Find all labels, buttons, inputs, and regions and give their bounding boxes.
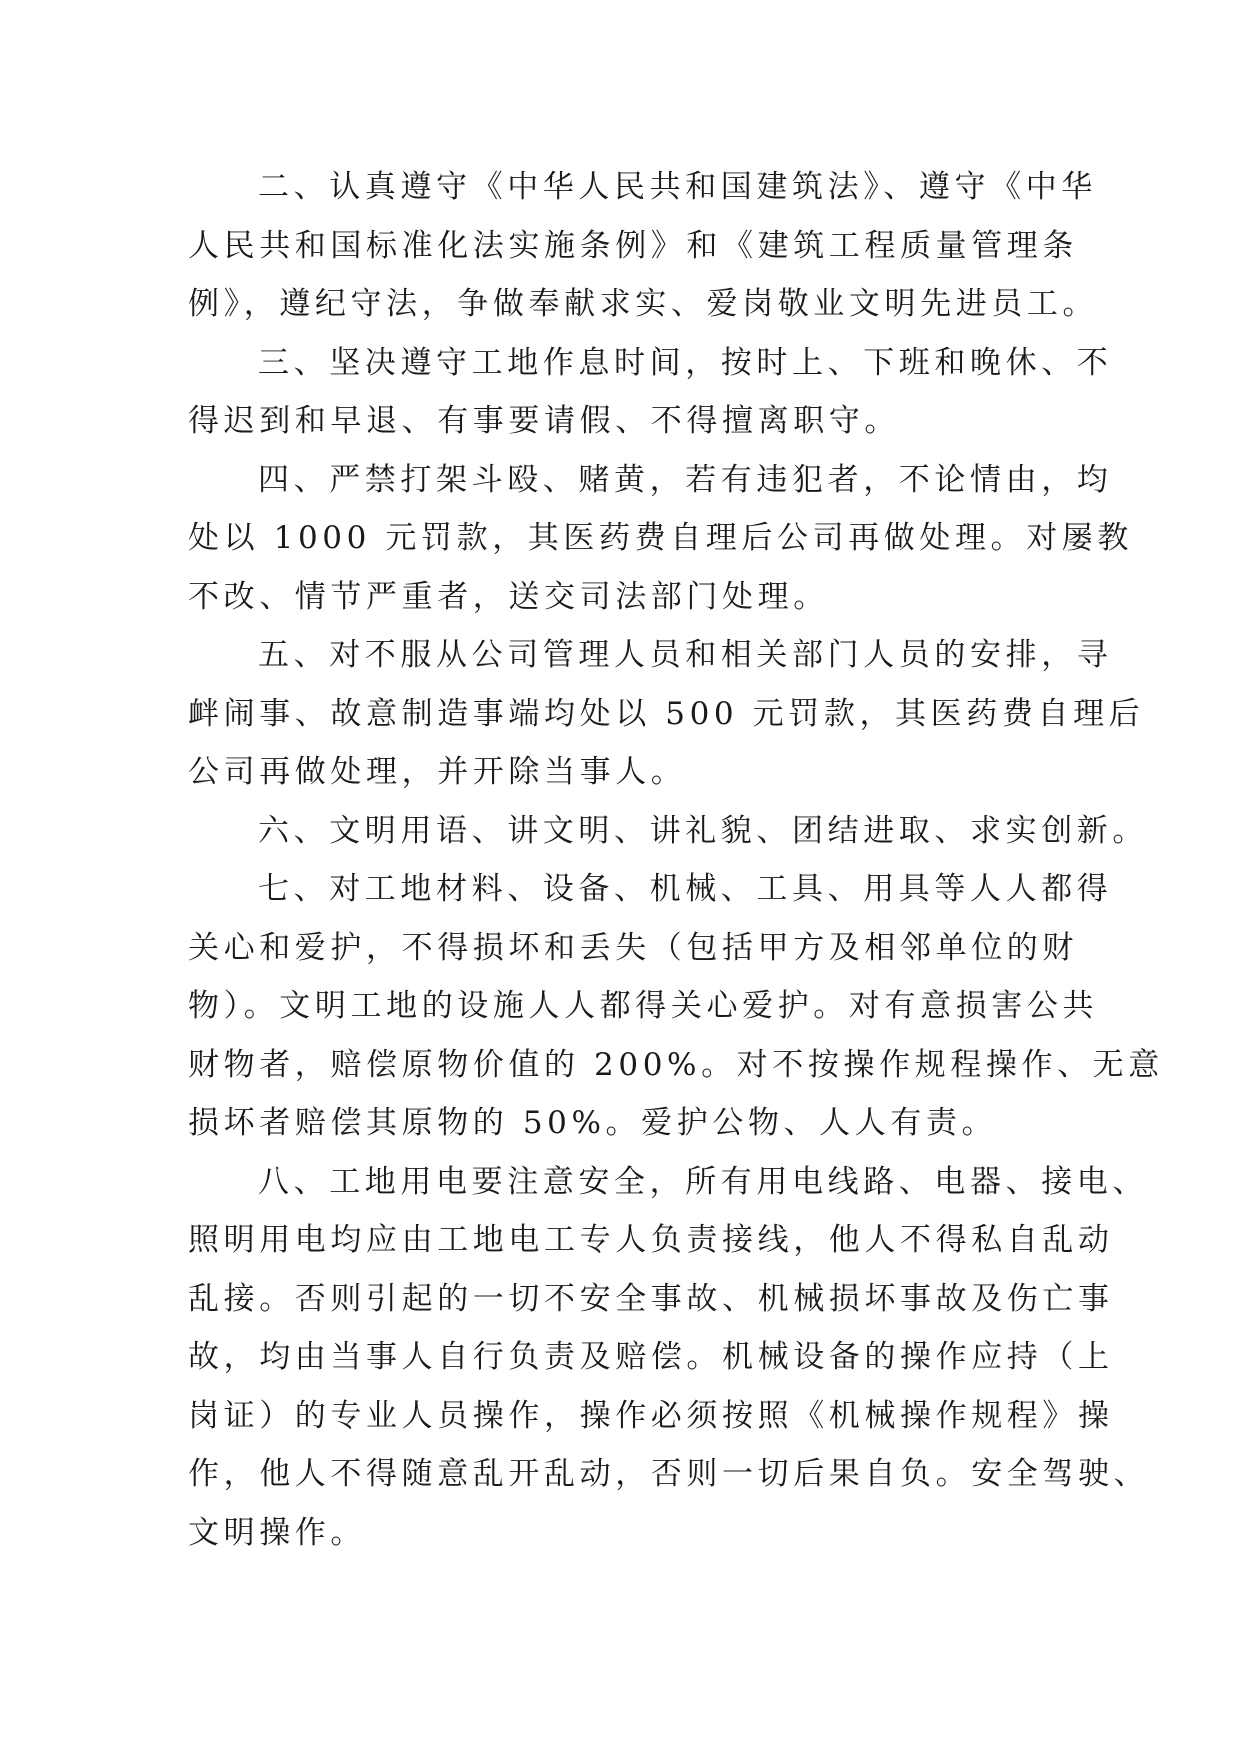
clause-paragraph-7 [188, 860, 1164, 1153]
text-line: 作，他人不得随意乱开乱动，否则一切后果自负。安全驾驶、 [188, 1456, 1150, 1492]
text-line: 文明操作。 [188, 1514, 366, 1551]
clause-paragraph-2 [188, 158, 1099, 334]
text-line: 故，均由当事人自行负责及赔偿。机械设备的操作应持（上 [188, 1339, 1114, 1375]
text-line: 四、严禁打架斗殴、赌黄，若有违犯者，不论情由，均 [258, 461, 1113, 498]
text-line: 八、工地用电要注意安全，所有用电线路、电器、接电、 [258, 1163, 1148, 1200]
document-body [188, 158, 1164, 1562]
text-line: 五、对不服从公司管理人员和相关部门人员的安排，寻 [258, 637, 1113, 673]
text-line: 照明用电均应由工地电工专人负责接线，他人不得私自乱动 [188, 1222, 1114, 1258]
text-line: 岗证）的专业人员操作，操作必须按照《机械操作规程》操 [188, 1397, 1114, 1434]
text-line: 不改、情节严重者，送交司法部门处理。 [188, 578, 829, 615]
text-line: 七、对工地材料、设备、机械、工具、用具等人人都得 [258, 871, 1113, 907]
clause-paragraph-4 [188, 451, 1133, 627]
clause-paragraph-6 [188, 802, 1148, 861]
text-line: 二、认真遵守《中华人民共和国建筑法》、遵守《中华 [258, 169, 1097, 205]
text-line: 乱接。否则引起的一切不安全事故、机械损坏事故及伤亡事 [188, 1280, 1114, 1317]
text-line: 关心和爱护，不得损坏和丢失（包括甲方及相邻单位的财 [188, 929, 1078, 966]
text-line: 例》，遵纪守法，争做奉献求实、爱岗敬业文明先进员工。 [188, 286, 1099, 322]
text-line: 人民共和国标准化法实施条例》和《建筑工程质量管理条 [188, 227, 1078, 264]
text-line: 损坏者赔偿其原物的 50%。爱护公物、人人有责。 [188, 1105, 998, 1141]
text-line: 得迟到和早退、有事要请假、不得擅离职守。 [188, 403, 900, 439]
text-line: 三、坚决遵守工地作息时间，按时上、下班和晚休、不 [258, 344, 1113, 381]
text-line: 衅闹事、故意制造事端均处以 500 元罚款，其医药费自理后 [188, 695, 1145, 732]
clause-paragraph-3 [188, 334, 1113, 451]
text-line: 公司再做处理，并开除当事人。 [188, 754, 687, 790]
text-line: 财物者，赔偿原物价值的 200%。对不按操作规程操作、无意 [188, 1046, 1164, 1083]
text-line: 处以 1000 元罚款，其医药费自理后公司再做处理。对屡教 [188, 520, 1133, 556]
text-line: 物）。文明工地的设施人人都得关心爱护。对有意损害公共 [188, 988, 1099, 1024]
clause-paragraph-5 [188, 626, 1145, 802]
clause-paragraph-8 [188, 1153, 1150, 1563]
text-line: 六、文明用语、讲文明、讲礼貌、团结进取、求实创新。 [258, 812, 1148, 849]
